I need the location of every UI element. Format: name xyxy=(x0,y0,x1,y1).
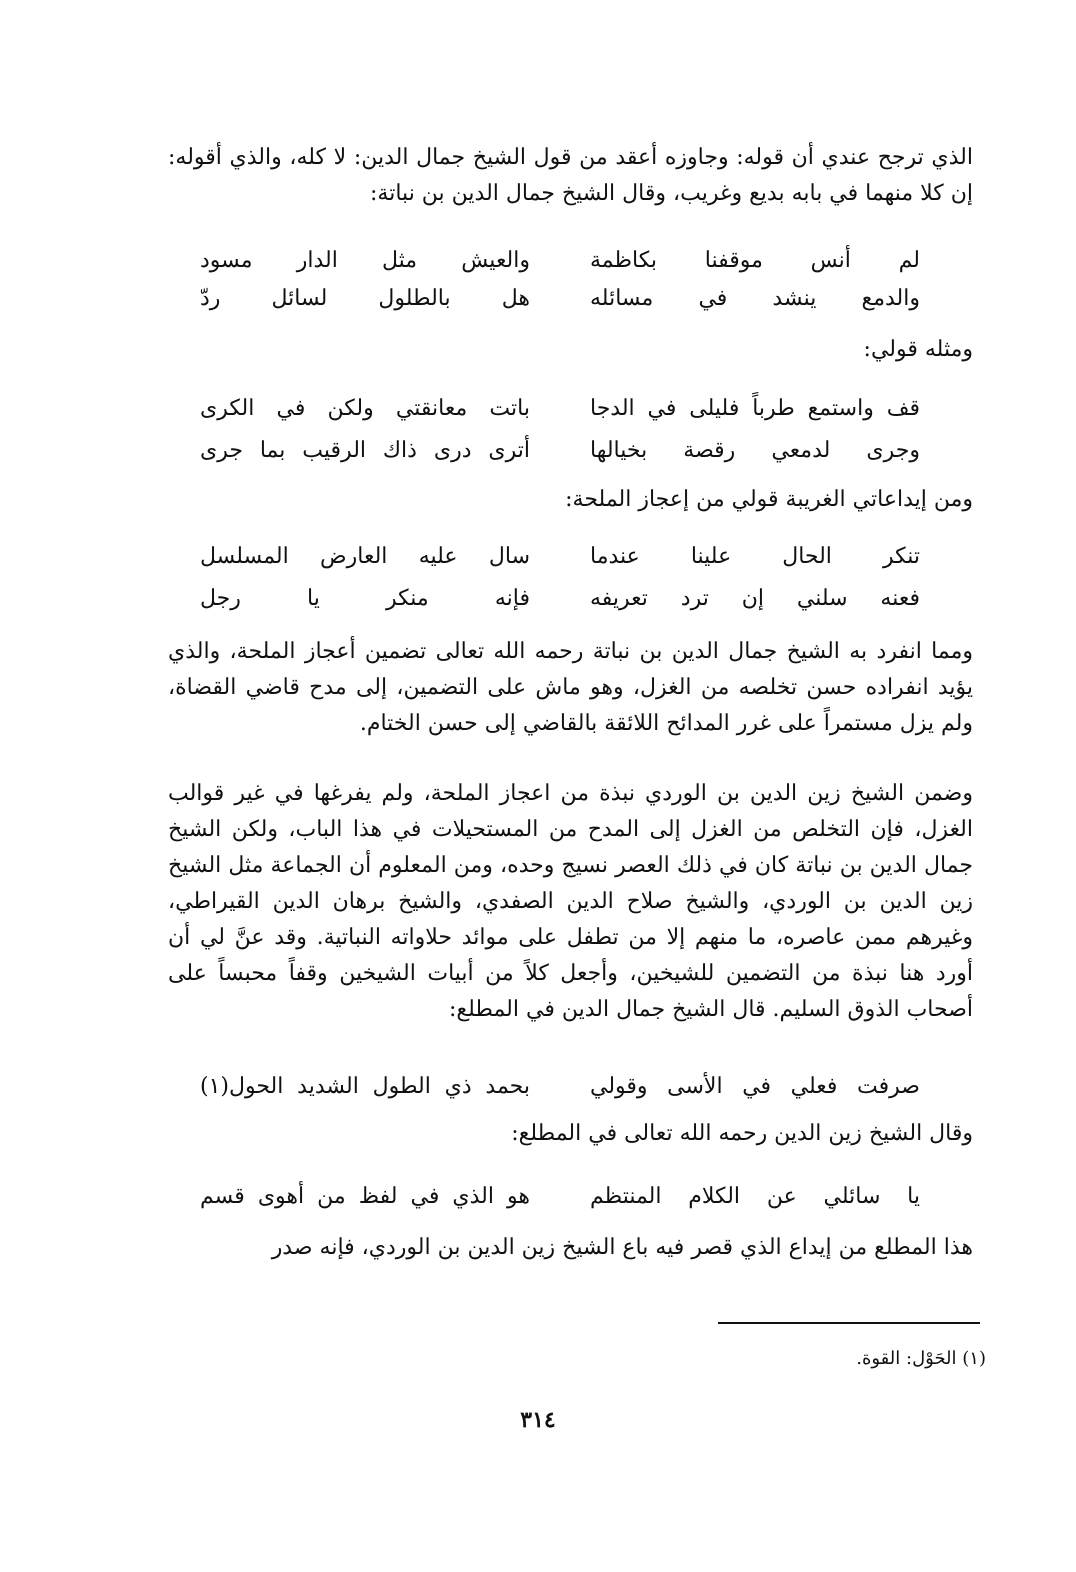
verse-first-hemistich: صرفت فعلي في الأسى وقولي xyxy=(590,1074,920,1099)
verse-first-hemistich: قف واستمع طرباً فليلى في الدجا xyxy=(590,396,920,421)
verse-first-hemistich: تنكر الحال علينا عندما xyxy=(590,544,920,569)
verse-second-hemistich: والعيش مثل الدار مسود xyxy=(200,248,530,273)
verse-second-hemistich: هو الذي في لفظ من أهوى قسم xyxy=(200,1184,530,1209)
verse-first-hemistich: وجرى لدمعي رقصة بخيالها xyxy=(590,438,920,463)
verse-first-hemistich: لم أنس موقفنا بكاظمة xyxy=(590,248,920,273)
verse-second-hemistich: فإنه منكر يا رجل xyxy=(200,586,530,611)
verse-line xyxy=(200,578,920,620)
verse-line xyxy=(200,536,920,578)
verse-second-hemistich: هل بالطلول لسائل ردّ xyxy=(200,286,530,311)
verse-line xyxy=(200,240,920,282)
verse-line xyxy=(200,388,920,430)
verse-first-hemistich: فعنه سلني إن ترد تعريفه xyxy=(590,586,920,611)
verse-line xyxy=(200,430,920,472)
page-number: ٣١٤ xyxy=(520,1407,556,1433)
verse-first-hemistich: والدمع ينشد في مسائله xyxy=(590,286,920,311)
verse-second-hemistich: أترى درى ذاك الرقيب بما جرى xyxy=(200,438,530,463)
verse-line xyxy=(200,1176,920,1218)
verse-line xyxy=(200,1066,920,1108)
verse-second-hemistich: بحمد ذي الطول الشديد الحول(١) xyxy=(200,1074,530,1099)
paragraph-intro: الذي ترجح عندي أن قوله: وجاوزه أعقد من قول الشيخ جمال الدين: لا كله، والذي أقوله: إن كلا منهما في بابه بديع وغريب، وقال الشيخ جمال الدين بن نباتة: xyxy=(168,145,973,206)
verse-second-hemistich: باتت معانقتي ولكن في الكرى xyxy=(200,396,530,421)
footnote: (١) الحَوْل: القوة. xyxy=(856,1348,986,1369)
paragraph-body: وضمن الشيخ زين الدين بن الوردي نبذة من اعجاز الملحة، ولم يفرغها في غير قوالب الغزل، فإن التخلص من الغزل إلى المدح من المستحيلات في هذا الباب، ولكن الشيخ جمال الدين بن نباتة كان في ذلك العصر نسيج وحده، ومن المعلوم أن الجماعة مثل الشيخ زين الدين بن الوردي، والشيخ صلاح الدين الصفدي، والشيخ برهان الدين القيراطي، وغيرهم ممن عاصره، ما منهم إلا من تطفل على موائد حلاواته النباتية. وقد عنَّ لي أن أورد هنا نبذة من التضمين للشيخين، وأجعل كلاً من أبيات الشيخين وقفاً محبساً على أصحاب الذوق السليم. قال الشيخ جمال الدين في المطلع: xyxy=(168,781,974,1022)
verse-first-hemistich: يا سائلي عن الكلام المنتظم xyxy=(590,1184,920,1209)
verse-second-hemistich: سال عليه العارض المسلسل xyxy=(200,544,530,569)
paragraph-intro-verse: ومثله قولي: xyxy=(863,337,973,362)
paragraph-intro-verse: ومن إيداعاتي الغريبة قولي من إعجاز الملحة: xyxy=(565,487,973,512)
paragraph-body: هذا المطلع من إيداع الذي قصر فيه باع الشيخ زين الدين بن الوردي، فإنه صدر xyxy=(271,1235,973,1260)
footnote-divider xyxy=(718,1322,980,1324)
paragraph-intro-verse: وقال الشيخ زين الدين رحمه الله تعالى في المطلع: xyxy=(511,1121,973,1146)
verse-line xyxy=(200,278,920,320)
paragraph-body: ومما انفرد به الشيخ جمال الدين بن نباتة رحمه الله تعالى تضمين أعجاز الملحة، والذي يؤيد انفراده حسن تخلصه من الغزل، وهو ماش على التضمين، إلى مدح قاضي القضاة، ولم يزل مستمراً على غرر المدائح اللائقة بالقاضي إلى حسن الختام. xyxy=(168,639,973,736)
